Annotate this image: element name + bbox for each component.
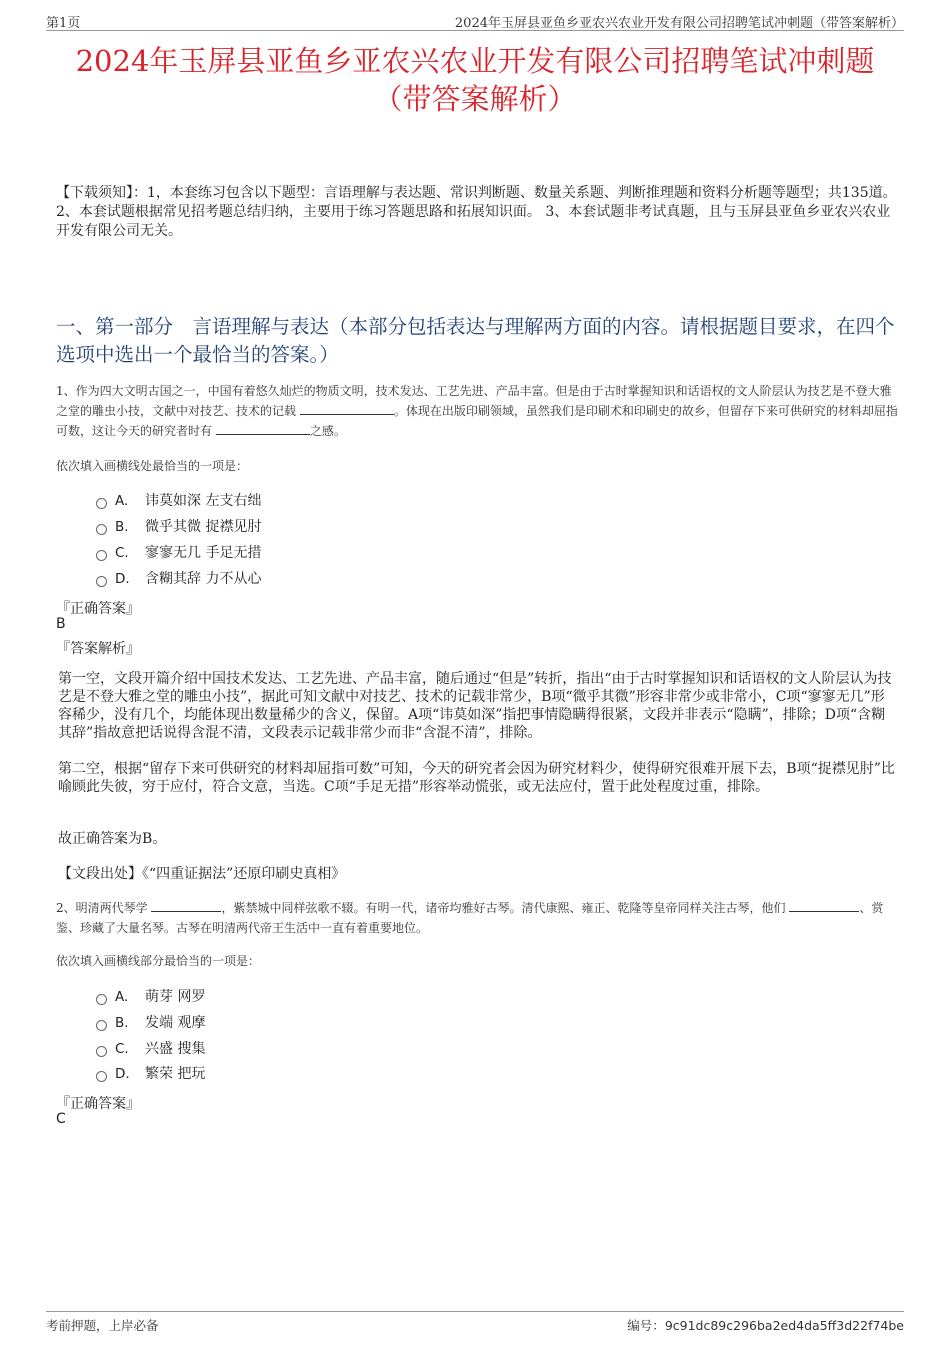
radio-icon[interactable]: [96, 1046, 107, 1057]
option-label: D.: [115, 571, 130, 587]
blank-line: [300, 402, 394, 415]
document-code: [627, 1316, 904, 1334]
section-heading: 一、第一部分 言语理解与表达（本部分包括表达与理解两方面的内容。请根据题目要求，在四个选项中选出一个最恰当的答案。）: [56, 315, 895, 366]
code-label: 编号：: [627, 1318, 665, 1333]
option-b[interactable]: [96, 1013, 205, 1033]
radio-icon[interactable]: [96, 550, 107, 561]
correct-answer-tag: 『正确答案』: [56, 601, 140, 617]
correct-answer: C: [56, 1111, 66, 1127]
option-text: 含糊其辞 力不从心: [145, 571, 262, 587]
option-c[interactable]: [96, 543, 261, 563]
page-number: 第1页: [46, 16, 81, 31]
radio-icon[interactable]: [96, 1020, 107, 1031]
analysis-paragraph-2: 第二空，根据“留存下来可供研究的材料却屈指可数”可知，今天的研究者会因为研究材料少，使得研究很难开展下去，B项“捉襟见肘”比喻顾此失彼，穷于应付，符合文意，当选。C项“手足无措”形容举动慌张，或无法应付，置于此处程度过重，排除。: [58, 761, 895, 795]
code-value: 9c91dc89c296ba2ed4da5ff3d22f74be: [664, 1318, 904, 1333]
text-source: 【文段出处】《“四重证据法”还原印刷史真相》: [58, 866, 346, 882]
title-line-1: 2024年玉屏县亚鱼乡亚农兴农业开发有限公司招聘笔试冲刺题: [75, 44, 875, 78]
option-b[interactable]: [96, 517, 261, 537]
radio-icon[interactable]: [96, 576, 107, 587]
radio-icon[interactable]: [96, 498, 107, 509]
analysis-conclusion: 故正确答案为B。: [58, 831, 167, 847]
blank-line: [151, 899, 221, 912]
blank-line: [216, 422, 310, 435]
radio-icon[interactable]: [96, 994, 107, 1005]
header-doc-title: 2024年玉屏县亚鱼乡亚农兴农业开发有限公司招聘笔试冲刺题（带答案解析）: [454, 16, 904, 31]
option-label: B.: [115, 519, 129, 535]
option-text: 寥寥无几 手足无措: [145, 545, 262, 561]
option-text: 微乎其微 捉襟见肘: [145, 519, 262, 535]
document-title: [40, 42, 910, 118]
option-text: 讳莫如深 左支右绌: [145, 493, 262, 509]
option-a[interactable]: [96, 491, 261, 511]
analysis-paragraph-1: 第一空，文段开篇介绍中国技术发达、工艺先进、产品丰富，随后通过“但是”转折，指出“由于古时掌握知识和话语权的文人阶层认为技艺是不登大雅之堂的雕虫小技”，据此可知文献中对技艺、技术的记载非常少，B项“微乎其微”形容非常少或非常小，C项“寥寥无几”形容稀少，没有几个，均能体现出数量稀少的含义，保留。A项“讳莫如深”指把事情隐瞒得很紧，文段并非表示“隐瞒”，排除；D项“含糊其辞”指故意把话说得含混不清，文段表示记载非常少而非“含混不清”，排除。: [58, 671, 892, 741]
question-1-text: [56, 381, 900, 441]
question-1-text-a: 1、作为四大文明古国之一，中国有着悠久灿烂的物质文明，技术发达、工艺先进、产品丰富。但是由于古时掌握知识和话语权的文人阶层认为技艺是不登大雅之堂的雕虫小技，文献中对技艺、技术的记载: [56, 384, 892, 418]
correct-answer-tag: 『正确答案』: [56, 1096, 140, 1112]
download-notice: 【下载须知】：1，本套练习包含以下题型：言语理解与表达题、常识判断题、数量关系题、判断推理题和资料分析题等题型；共135道。 2、本套试题根据常见招考题总结归纳，主要用于练习答题思路和拓展知识面。 3、本套试题非考试真题，且与玉屏县亚鱼乡亚农兴农业开发有限公司无关。: [56, 185, 897, 239]
radio-icon[interactable]: [96, 524, 107, 535]
option-label: B.: [115, 1015, 129, 1031]
question-1-prompt: 依次填入画横线处最恰当的一项是：: [56, 459, 249, 473]
question-2-text-a: 2、明清两代琴学: [56, 901, 148, 915]
radio-icon[interactable]: [96, 1071, 107, 1082]
question-1-text-c: 之感。: [309, 424, 346, 438]
option-text: 繁荣 把玩: [145, 1066, 206, 1082]
option-text: 兴盛 搜集: [145, 1041, 206, 1057]
option-d[interactable]: [96, 1064, 205, 1084]
option-d[interactable]: [96, 569, 261, 589]
analysis-tag: 『答案解析』: [56, 641, 140, 657]
question-2-prompt: 依次填入画横线部分最恰当的一项是：: [56, 954, 261, 968]
option-label: C.: [115, 545, 129, 561]
question-2-text-b: ，紫禁城中同样弦歌不辍。有明一代，诸帝均雅好古琴。清代康熙、雍正、乾隆等皇帝同样关注古琴，他们: [221, 901, 786, 915]
option-text: 发端 观摩: [145, 1015, 206, 1031]
footer-slogan: 考前押题，上岸必备: [46, 1318, 159, 1333]
page-footer: [46, 1311, 904, 1333]
option-text: 萌芽 网罗: [145, 989, 206, 1005]
question-1-text-b: 。体现在出版印刷领域，虽然我们是印刷术和印刷史的故乡，但留存下来可供研究的材料却屈指可数，这让今天的研究者时有: [56, 404, 898, 438]
page-header: [46, 12, 904, 31]
option-label: A.: [115, 989, 129, 1005]
title-line-2: （带答案解析）: [373, 82, 577, 116]
option-label: A.: [115, 493, 129, 509]
option-label: D.: [115, 1066, 130, 1082]
blank-line: [789, 899, 859, 912]
question-2-text-c: 、赏鉴、珍藏了大量名琴。古琴在明清两代帝王生活中一直有着重要地位。: [56, 901, 884, 935]
option-c[interactable]: [96, 1039, 205, 1059]
question-2-text: [56, 898, 900, 938]
option-a[interactable]: [96, 987, 205, 1007]
option-label: C.: [115, 1041, 129, 1057]
correct-answer: B: [56, 616, 66, 632]
